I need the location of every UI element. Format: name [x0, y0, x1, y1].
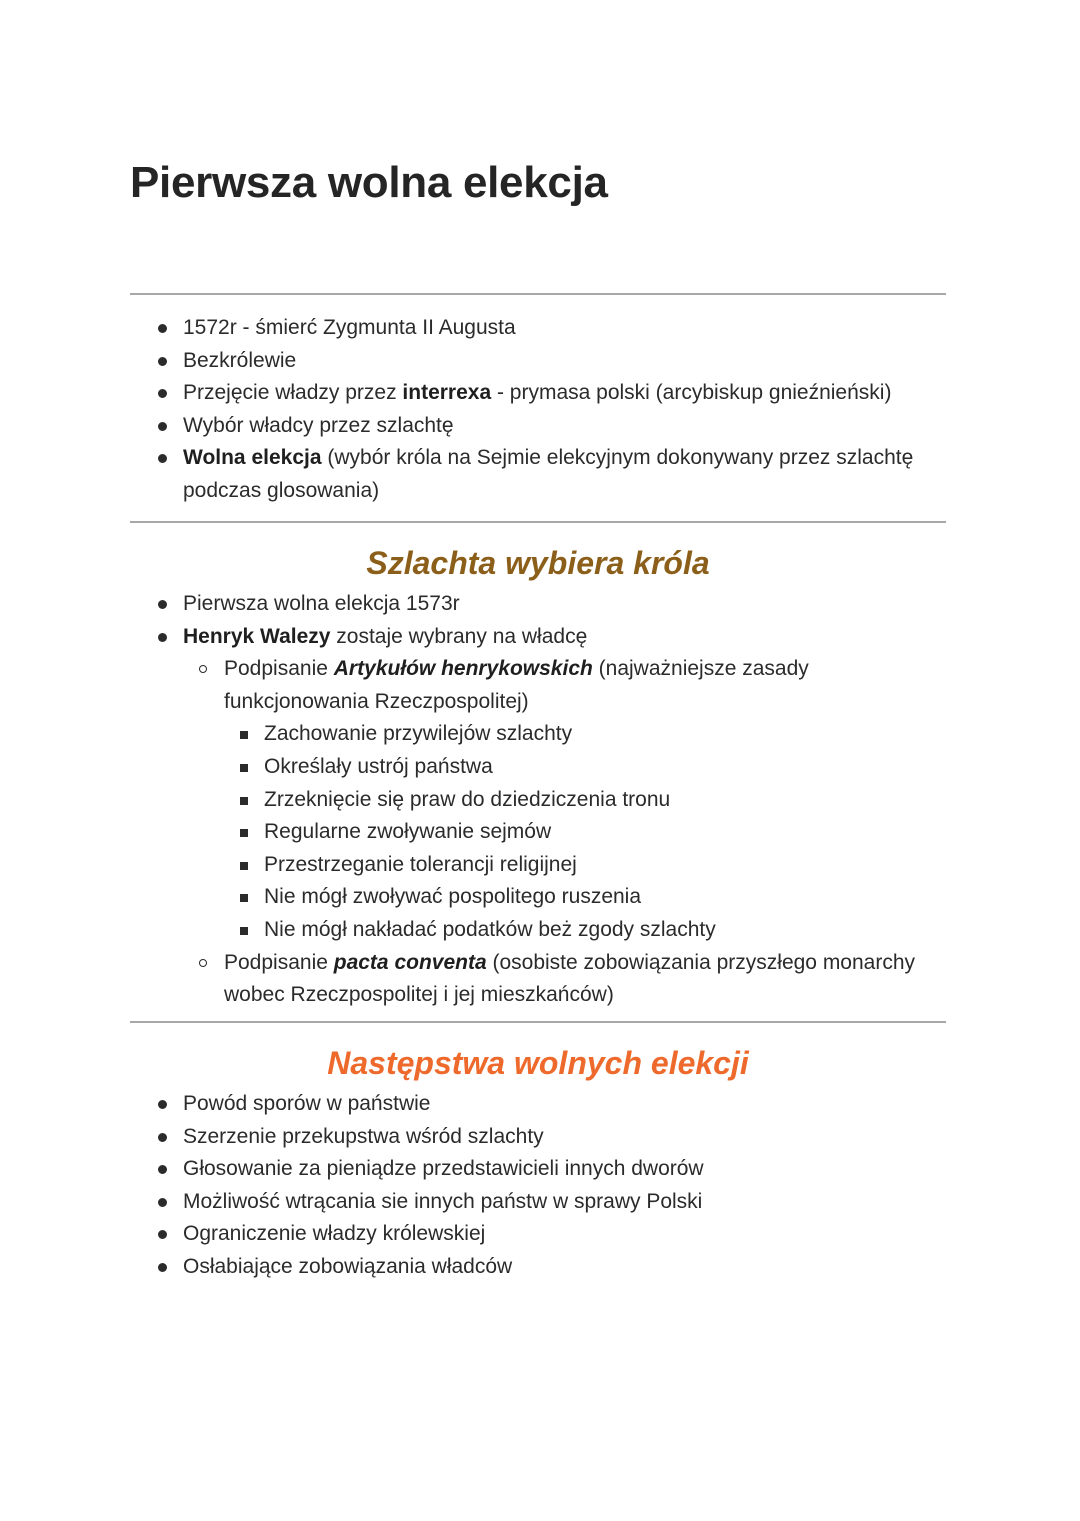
- bold-italic-term: Artykułów henrykowskich: [333, 657, 593, 681]
- articles-list: [224, 718, 946, 946]
- bullet-list: [130, 588, 946, 1012]
- sub-list-item: Podpisanie Artykułów henrykowskich (najważniejsze zasady funkcjonowania Rzeczpospolitej) Zachowanie przywilejów szlachty Określały ustrój państwa Zrzeknięcie się praw do dziedziczenia tronu Regularne zwoływanie sejmów Przestrzeganie tolerancji religijnej Nie mógł zwoływać pospolitego ruszenia Nie mógł nakładać podatków beż zgody szlachty: [183, 653, 946, 946]
- section-heading: Następstwa wolnych elekcji: [327, 1045, 749, 1081]
- sub-list: [183, 653, 946, 1012]
- section-election: [130, 538, 946, 1012]
- list-item: Przejęcie władzy przez interrexa - prymasa polski (arcybiskup gnieźnieński): [130, 377, 946, 410]
- list-item: Bezkrólewie: [130, 345, 946, 378]
- article-item: Określały ustrój państwa: [224, 751, 946, 784]
- page-title: Pierwsza wolna elekcja: [130, 158, 608, 207]
- section-consequences: [130, 1038, 946, 1284]
- divider: [130, 1021, 946, 1023]
- section-heading: Szlachta wybiera króla: [366, 545, 710, 581]
- list-item: Henryk Walezy zostaje wybrany na władcę Podpisanie Artykułów henrykowskich (najważniejsze zasady funkcjonowania Rzeczpospolitej) Zachowanie przywilejów szlachty Określały ustrój państwa Zrzeknięcie się praw do dziedziczenia tronu Regularne zwoływanie sejmów Przestrzeganie tolerancji religijnej Nie mógł zwoływać pospolitego ruszenia Nie mógł nakładać podatków beż zgody szlachty Podpisanie pacta conventa (osobiste zobowiązania przyszłego monarchy wobec Rzeczpospolitej i jej mieszkańców): [130, 621, 946, 1012]
- article-item: Zrzeknięcie się praw do dziedziczenia tronu: [224, 784, 946, 817]
- article-item: Zachowanie przywilejów szlachty: [224, 718, 946, 751]
- article-item: Nie mógł zwoływać pospolitego ruszenia: [224, 881, 946, 914]
- bullet-list: [130, 1088, 946, 1284]
- article-item: Przestrzeganie tolerancji religijnej: [224, 849, 946, 882]
- bold-term: Wolna elekcja: [183, 446, 322, 470]
- divider: [130, 521, 946, 523]
- list-item: Ograniczenie władzy królewskiej: [130, 1218, 946, 1251]
- bold-italic-term: pacta conventa: [333, 950, 487, 974]
- divider: [130, 293, 946, 295]
- list-item: Wolna elekcja (wybór króla na Sejmie elekcyjnym dokonywany przez szlachtę podczas glosowania): [130, 442, 946, 507]
- sub-list-item: Podpisanie pacta conventa (osobiste zobowiązania przyszłego monarchy wobec Rzeczpospolitej i jej mieszkańców): [183, 947, 946, 1012]
- list-item: Możliwość wtrącania sie innych państw w sprawy Polski: [130, 1186, 946, 1219]
- list-item: Osłabiające zobowiązania władców: [130, 1251, 946, 1284]
- list-item: 1572r - śmierć Zygmunta II Augusta: [130, 312, 946, 345]
- bold-term: interrexa: [402, 381, 492, 405]
- bold-term: Henryk Walezy: [183, 624, 331, 648]
- bullet-list: [130, 312, 946, 508]
- list-item: Pierwsza wolna elekcja 1573r: [130, 588, 946, 621]
- list-item: Szerzenie przekupstwa wśród szlachty: [130, 1121, 946, 1154]
- list-item: Wybór władcy przez szlachtę: [130, 410, 946, 443]
- list-item: Powód sporów w państwie: [130, 1088, 946, 1121]
- list-item: Głosowanie za pieniądze przedstawicieli innych dworów: [130, 1153, 946, 1186]
- article-item: Regularne zwoływanie sejmów: [224, 816, 946, 849]
- article-item: Nie mógł nakładać podatków beż zgody szlachty: [224, 914, 946, 947]
- section-events: [130, 312, 946, 508]
